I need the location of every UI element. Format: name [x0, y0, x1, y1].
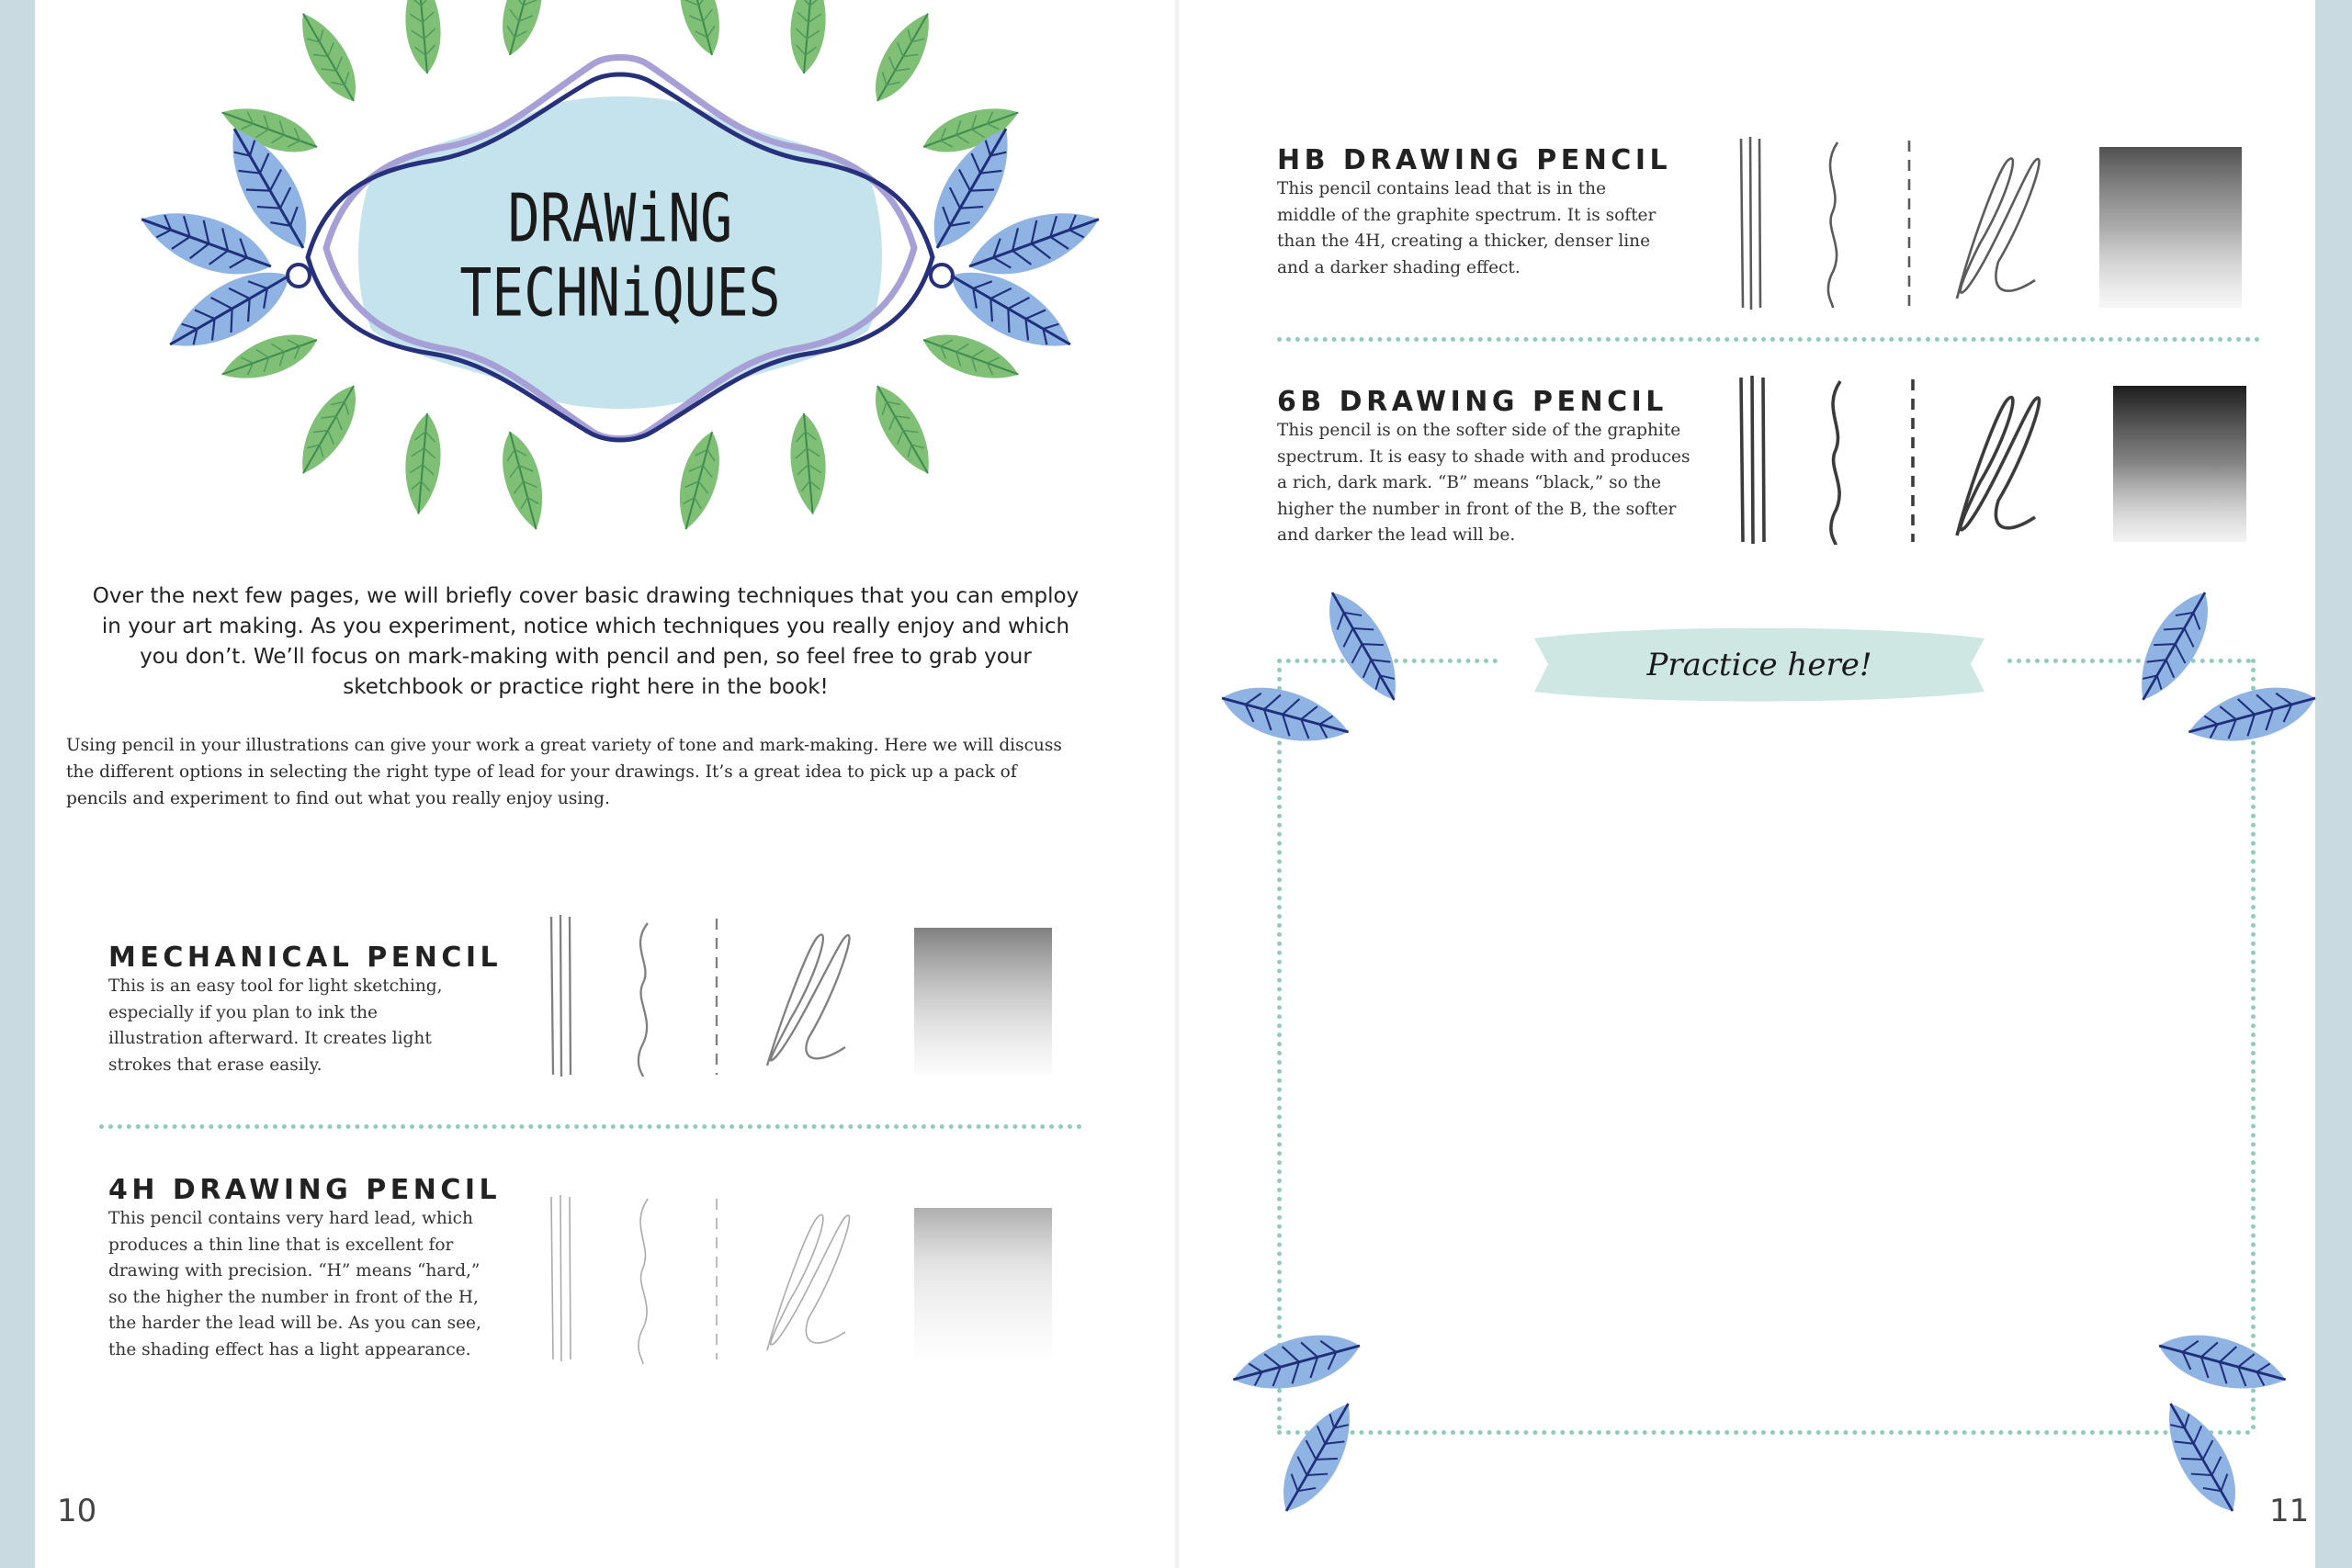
section-description: This pencil is on the softer side of the graphite spectrum. It is easy to shade with and produces a rich, dark mark. “B” means “black,” so the higher the number in front of the B, the softer and darker the lead will be. [1277, 421, 1690, 545]
leaf-icon [1227, 1323, 1368, 1522]
section-description: This pencil contains very hard lead, which produces a thin line that is excellent for drawing with precision. “H” means “hard,” so the higher the number in front of the H, the harder the lead will be. As you can see, the shading effect has a light appearance. [108, 1209, 481, 1359]
leaf-icon [2123, 581, 2321, 755]
pencil-line-samples [542, 909, 1075, 1084]
practice-frame-right [2251, 659, 2256, 1430]
section-title: HB DRAWING PENCIL [1277, 144, 1672, 176]
title-line-2: TECHNiQUES [459, 254, 781, 333]
pencil-line-samples [1732, 133, 2265, 317]
section-title: 4H DRAWING PENCIL [108, 1174, 502, 1206]
section-hb-pencil [1277, 144, 1672, 281]
section-divider [99, 1124, 1082, 1129]
section-6b-pencil [1277, 386, 1690, 549]
section-description: This pencil contains lead that is in the middle of the graphite spectrum. It is softer than the 4H, creating a thicker, denser line and a darker shading effect. [1277, 179, 1657, 277]
shading-swatch [2099, 147, 2242, 308]
practice-frame-left [1277, 659, 1282, 1430]
section-4h-pencil [108, 1174, 503, 1363]
page-number-right: 11 [2269, 1493, 2310, 1529]
section-divider [1277, 337, 2260, 342]
section-mechanical-pencil [108, 942, 503, 1078]
pencil-line-samples [1732, 372, 2265, 556]
book-gutter [1174, 0, 1180, 1568]
title-ornament [78, 0, 1162, 542]
section-title: 6B DRAWING PENCIL [1277, 386, 1668, 418]
pencil-intro-paragraph: Using pencil in your illustrations can give your work a great variety of tone and mark-making. Here we will discuss the different options in selecting the right type of lead for your drawings. It’s a great idea to pick up a pack of pencils and experiment to find out what you really enjoy using. [66, 736, 1062, 808]
leaf-cluster-top-right [2113, 579, 2324, 772]
leaf-cluster-bottom-left [1204, 1327, 1424, 1529]
leaf-cluster-top-left [1213, 579, 1424, 772]
shading-swatch [914, 928, 1052, 1075]
practice-label: Practice here! [1646, 647, 1872, 683]
intro-paragraph: Over the next few pages, we will briefly cover basic drawing techniques that you can employ in your art making. As you experiment, notice which techniques you really enjoy and which you don’t. We’ll focus on mark-making with pencil and pen, so feel free to grab your sketchbook or practice right here in the book! [92, 584, 1080, 699]
shading-swatch [914, 1208, 1052, 1359]
page-number-left: 10 [57, 1493, 97, 1529]
practice-banner [1530, 620, 1989, 707]
section-description: This is an easy tool for light sketching, especially if you plan to ink the illustration afterward. It creates light strokes that erase easily. [108, 976, 443, 1075]
section-title: MECHANICAL PENCIL [108, 942, 503, 974]
shading-swatch [2113, 386, 2246, 542]
title-line-1: DRAWiNG [507, 180, 733, 258]
pencil-line-samples [542, 1190, 1075, 1373]
leaf-icon [1216, 581, 1413, 755]
